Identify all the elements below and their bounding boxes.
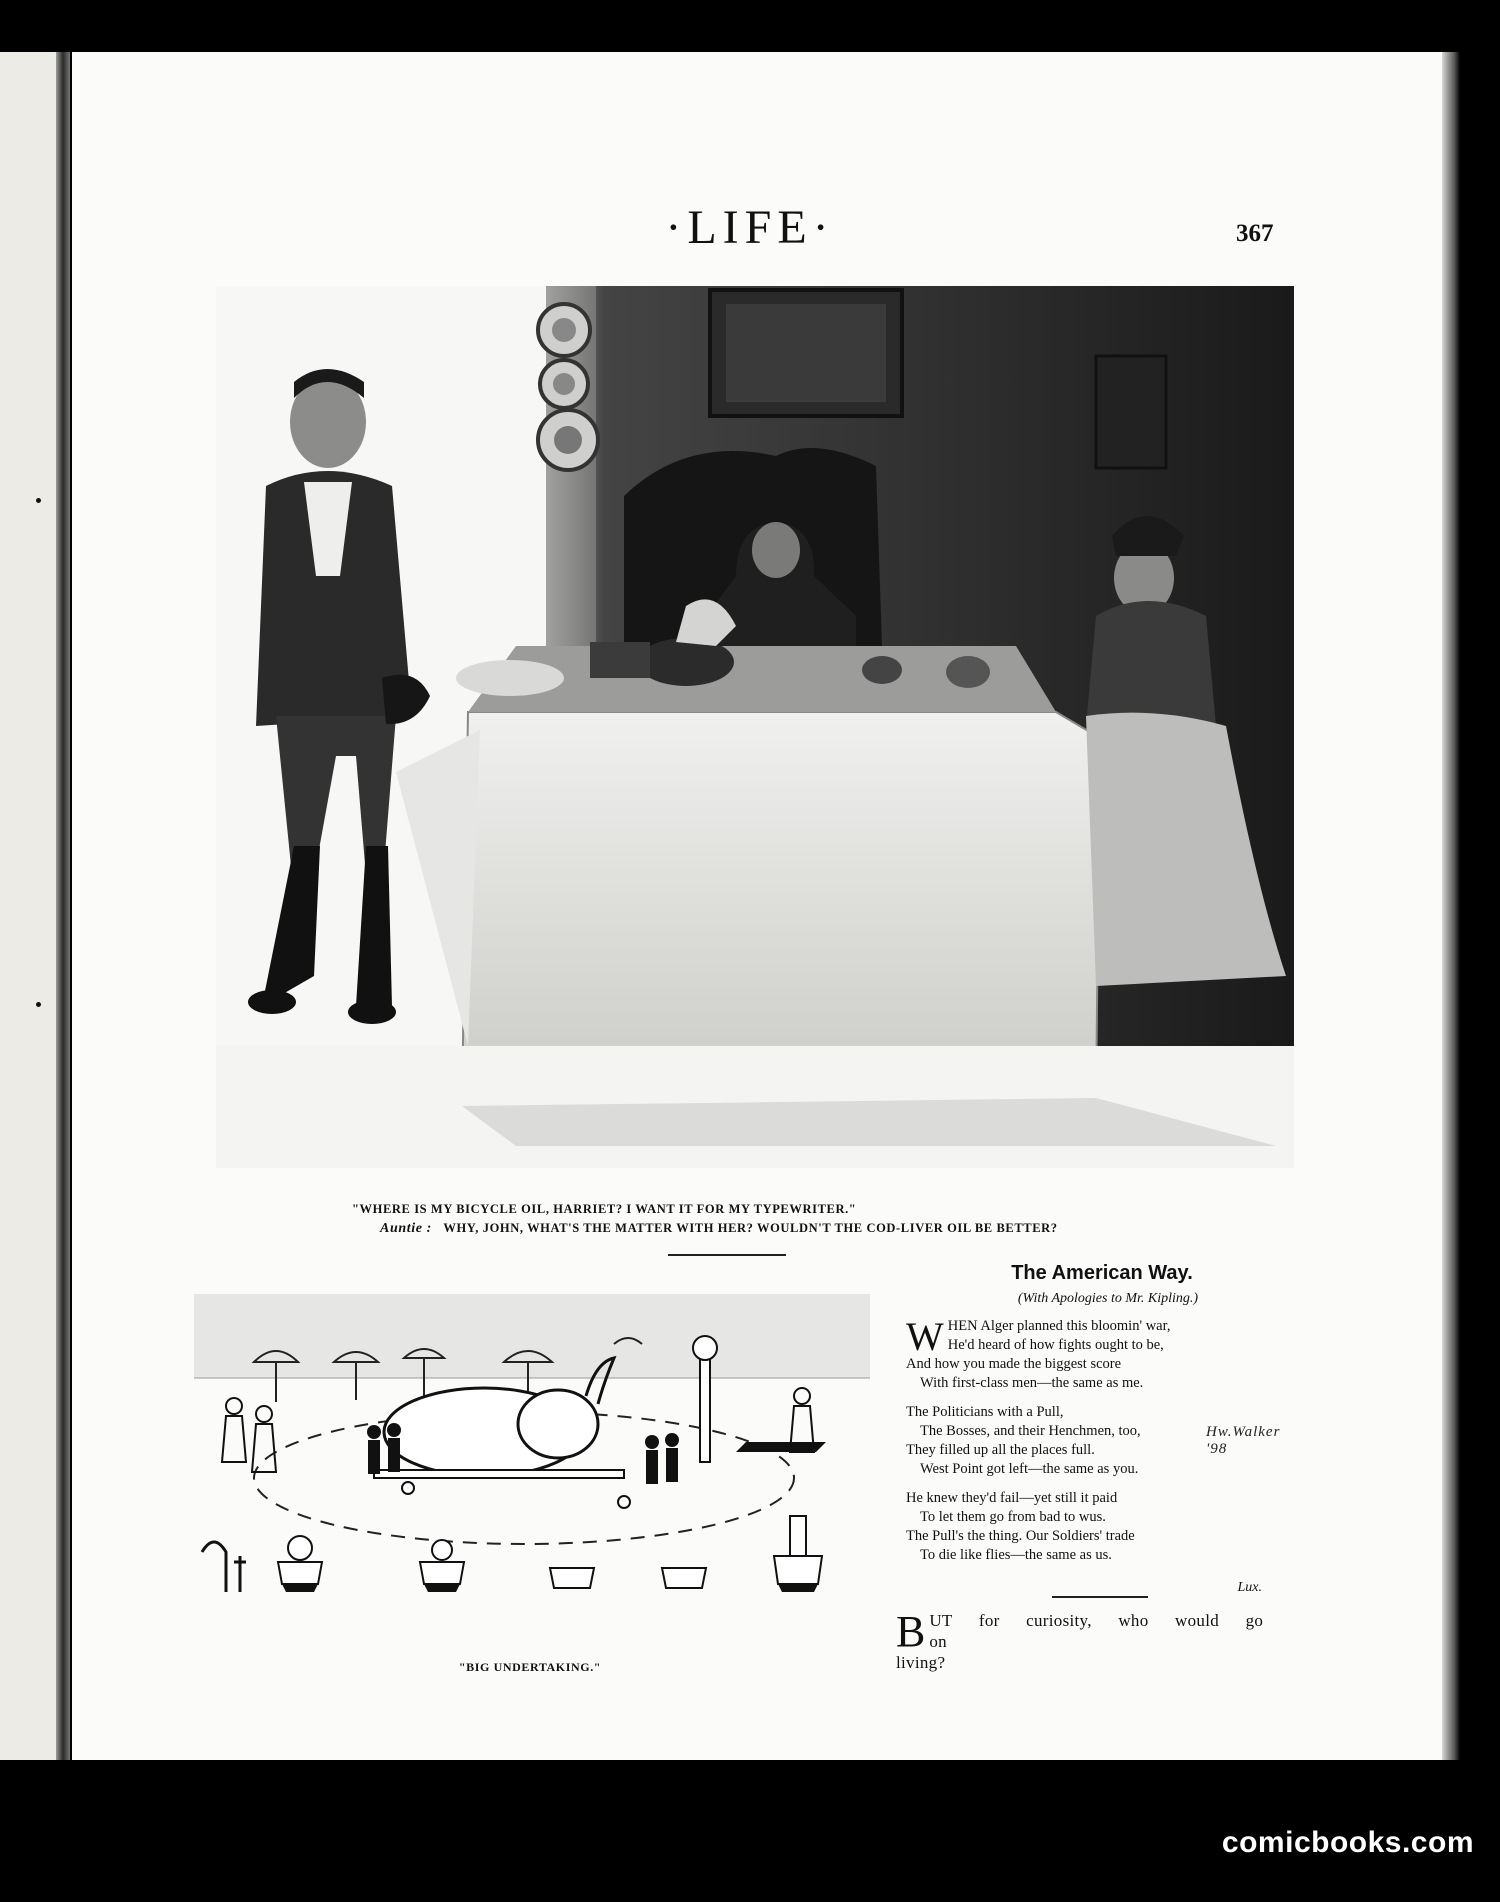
magazine-title: ·LIFE· <box>665 201 835 254</box>
left-page-margin <box>0 52 62 1760</box>
caption-dialogue: WHY, JOHN, WHAT'S THE MATTER WITH HER? WOULDN'T THE COD-LIVER OIL BE BETTER? <box>443 1221 1058 1235</box>
verse-line: West Point got left—the same as you. <box>920 1461 1139 1477</box>
verse-line: They filled up all the places full. <box>906 1442 1095 1458</box>
poem-stanza-2 <box>906 1403 1286 1479</box>
caption-line-1: "WHERE IS MY BICYCLE OIL, HARRIET? I WANT IT FOR MY TYPEWRITER." <box>352 1202 857 1216</box>
verse-line: He knew they'd fail—yet still it paid <box>906 1490 1118 1506</box>
poem-subtitle: (With Apologies to Mr. Kipling.) <box>1017 1291 1199 1306</box>
caption-speaker: Auntie : <box>380 1221 432 1236</box>
poem-stanza-1 <box>906 1314 1286 1393</box>
book-gutter <box>56 52 70 1760</box>
verse-line: The Politicians with a Pull, <box>906 1404 1064 1420</box>
cartoon-caption: "BIG UNDERTAKING." <box>458 1660 602 1674</box>
page-number: 367 <box>1236 220 1274 247</box>
drop-cap: B <box>896 1607 926 1656</box>
poem-american-way <box>906 1262 1286 1595</box>
dining-scene-drawing <box>216 286 1294 1168</box>
verse-line: And how you made the biggest score <box>906 1356 1122 1372</box>
divider-rule <box>1052 1596 1148 1598</box>
caption-line-2 <box>352 1221 1132 1237</box>
poem-stanza-3 <box>906 1489 1286 1565</box>
verse-line: He'd heard of how fights ought to be, <box>947 1337 1164 1353</box>
verse-line: The Pull's the thing. Our Soldiers' trade <box>906 1528 1135 1544</box>
epigram-line-1: UT for curiosity, who would go on <box>929 1611 1264 1651</box>
epigram-line-2: living? <box>896 1653 946 1672</box>
artist-signature: Hw.Walker '98 <box>1206 1424 1281 1457</box>
big-undertaking-cartoon <box>194 1292 870 1632</box>
poem-title: The American Way. <box>1011 1262 1193 1284</box>
verse-line: HEN Alger planned this bloomin' war, <box>947 1318 1171 1334</box>
cartoon-drawing <box>194 1292 870 1632</box>
divider-rule <box>668 1254 786 1256</box>
verse-line: To let them go from bad to wus. <box>920 1509 1106 1525</box>
curiosity-epigram <box>896 1607 1282 1673</box>
verse-line: With first-class men—the same as me. <box>920 1375 1144 1391</box>
verse-line: The Bosses, and their Henchmen, too, <box>920 1423 1141 1439</box>
illustration-caption <box>352 1202 1132 1237</box>
site-watermark: comicbooks.com <box>1221 1826 1474 1859</box>
page-edge-shadow <box>1442 52 1460 1760</box>
drop-cap: W <box>906 1314 944 1359</box>
verse-line: To die like flies—the same as us. <box>920 1547 1112 1563</box>
poem-author: Lux. <box>1237 1580 1262 1595</box>
